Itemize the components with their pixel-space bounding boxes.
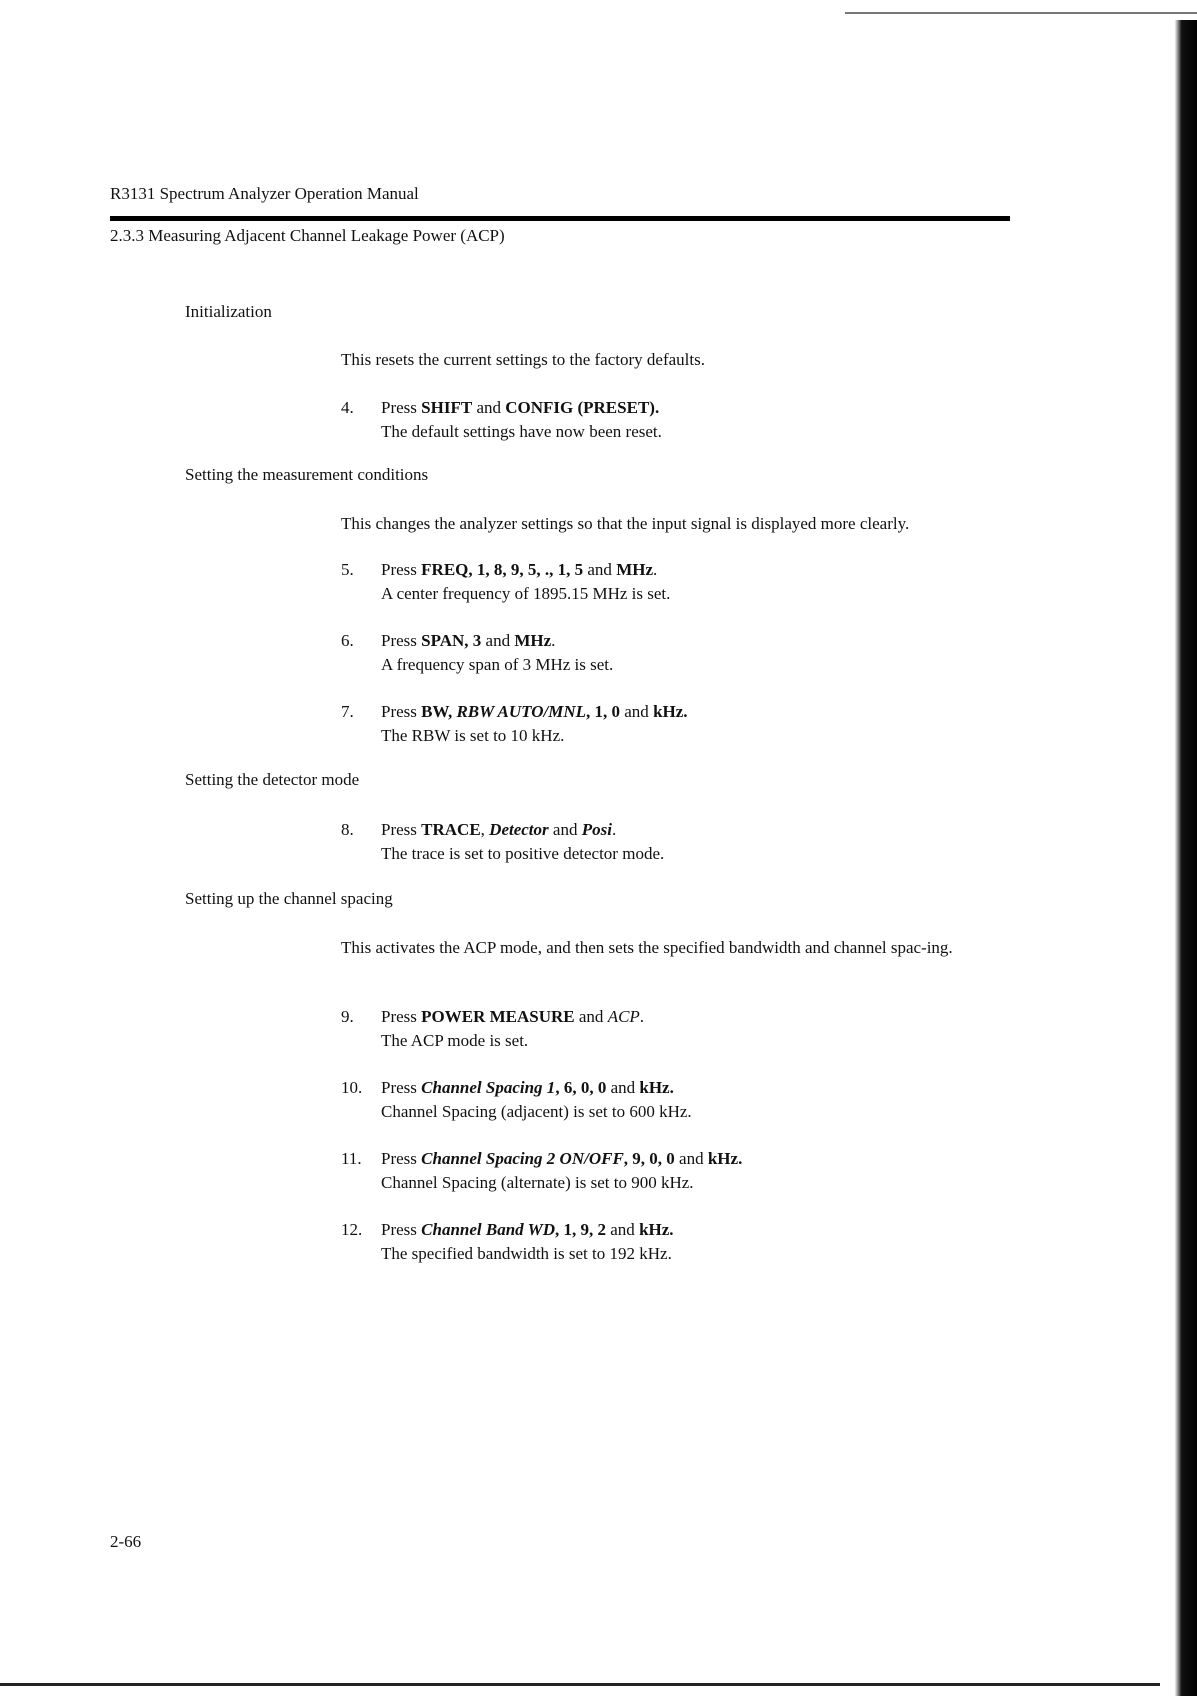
step-end: . [653, 560, 658, 579]
step-instruction [381, 1005, 1011, 1029]
step-result: The trace is set to positive detector mode. [381, 844, 665, 863]
step-verb: Press [381, 1220, 417, 1239]
step-result: The default settings have now been reset. [381, 422, 662, 441]
key-label: TRACE [421, 820, 481, 839]
key-label: , 1, 0 [586, 702, 621, 721]
step-instruction [381, 700, 1011, 724]
step-number: 6. [341, 631, 354, 650]
step-conjunction: and [679, 1149, 704, 1168]
softkey-label: Channel Spacing 1 [421, 1078, 556, 1097]
step-instruction [381, 558, 1011, 582]
step-result: A center frequency of 1895.15 MHz is set. [381, 584, 671, 603]
key-label: SPAN, 3 [421, 631, 482, 650]
key-label: , 9, 0, 0 [623, 1149, 675, 1168]
step-result: The ACP mode is set. [381, 1031, 529, 1050]
step-number: 8. [341, 820, 354, 839]
step-result: The specified bandwidth is set to 192 kHz. [381, 1244, 672, 1263]
step-end: . [639, 1007, 645, 1026]
step-result: Channel Spacing (adjacent) is set to 600 kHz. [381, 1102, 692, 1121]
key-label: FREQ, 1, 8, 9, 5, ., 1, 5 [421, 560, 584, 579]
scan-edge-top [845, 12, 1197, 14]
page-header: R3131 Spectrum Analyzer Operation Manual [110, 184, 419, 203]
softkey-label: ACP [607, 1007, 640, 1026]
step-verb: Press [381, 820, 417, 839]
key-label: SHIFT [421, 398, 473, 417]
step-end: . [669, 1078, 674, 1097]
measurement-intro: This changes the analyzer settings so that the input signal is displayed more clearly. [341, 514, 910, 533]
step-end: . [551, 631, 556, 650]
key-separator: , [480, 820, 490, 839]
detector-heading: Setting the detector mode [185, 770, 360, 789]
step-verb: Press [381, 1007, 417, 1026]
step-number: 12. [341, 1220, 363, 1239]
step-conjunction: and [624, 702, 649, 721]
step-verb: Press [381, 702, 417, 721]
measurement-heading: Setting the measurement conditions [185, 465, 429, 484]
key-label: MHz [514, 631, 552, 650]
initialization-heading: Initialization [185, 302, 272, 321]
step-4 [341, 396, 1011, 444]
step-conjunction: and [476, 398, 501, 417]
step-verb: Press [381, 1078, 417, 1097]
step-result: The RBW is set to 10 kHz. [381, 726, 565, 745]
step-9 [341, 1005, 1011, 1053]
step-instruction [381, 1218, 1011, 1242]
key-label: , 1, 9, 2 [555, 1220, 607, 1239]
header-rule [110, 216, 1010, 221]
step-conjunction: and [610, 1220, 635, 1239]
key-label: kHz [653, 702, 684, 721]
softkey-label: Channel Band WD [421, 1220, 556, 1239]
softkey-label: RBW AUTO/MNL [456, 702, 587, 721]
step-number: 4. [341, 398, 354, 417]
page-number: 2-66 [110, 1532, 142, 1551]
step-number: 9. [341, 1007, 354, 1026]
step-number: 10. [341, 1078, 363, 1097]
step-number: 7. [341, 702, 354, 721]
softkey-label: Detector [489, 820, 549, 839]
step-result: Channel Spacing (alternate) is set to 900 kHz. [381, 1173, 694, 1192]
step-7 [341, 700, 1011, 748]
key-label: BW [421, 702, 448, 721]
step-instruction [381, 396, 1011, 420]
scan-edge-bottom [0, 1683, 1160, 1686]
softkey-label: Channel Spacing 2 ON/OFF [421, 1149, 624, 1168]
channel-heading: Setting up the channel spacing [185, 889, 393, 908]
step-conjunction: and [610, 1078, 636, 1097]
step-end: . [654, 398, 660, 417]
step-conjunction: and [552, 820, 578, 839]
step-end: . [683, 702, 688, 721]
step-number: 11. [341, 1149, 362, 1168]
step-conjunction: and [578, 1007, 604, 1026]
key-label: MHz [616, 560, 654, 579]
step-end: . [611, 820, 617, 839]
key-label: kHz [639, 1220, 670, 1239]
step-8 [341, 818, 1011, 866]
key-label: kHz [707, 1149, 739, 1168]
scan-edge-right [1169, 20, 1197, 1696]
initialization-intro: This resets the current settings to the factory defaults. [341, 350, 705, 369]
step-conjunction: and [587, 560, 612, 579]
step-instruction [381, 818, 1011, 842]
step-verb: Press [381, 398, 417, 417]
step-5 [341, 558, 1011, 606]
key-label: kHz [639, 1078, 670, 1097]
step-verb: Press [381, 1149, 417, 1168]
channel-intro: This activates the ACP mode, and then sets the specified bandwidth and channel spac-ing. [341, 938, 953, 957]
step-12 [341, 1218, 1011, 1266]
key-label: , 6, 0, 0 [555, 1078, 607, 1097]
step-verb: Press [381, 560, 417, 579]
section-title: 2.3.3 Measuring Adjacent Channel Leakage Power (ACP) [110, 226, 505, 245]
key-label: POWER MEASURE [421, 1007, 575, 1026]
step-6 [341, 629, 1011, 677]
key-separator: , [447, 702, 457, 721]
key-label: CONFIG (PRESET) [505, 398, 655, 417]
softkey-label: Posi [581, 820, 612, 839]
step-instruction [381, 629, 1011, 653]
step-verb: Press [381, 631, 417, 650]
step-instruction [381, 1076, 1011, 1100]
step-11 [341, 1147, 1011, 1195]
step-result: A frequency span of 3 MHz is set. [381, 655, 614, 674]
step-end: . [738, 1149, 743, 1168]
step-conjunction: and [485, 631, 511, 650]
step-end: . [669, 1220, 674, 1239]
step-instruction [381, 1147, 1011, 1171]
step-10 [341, 1076, 1011, 1124]
step-number: 5. [341, 560, 354, 579]
